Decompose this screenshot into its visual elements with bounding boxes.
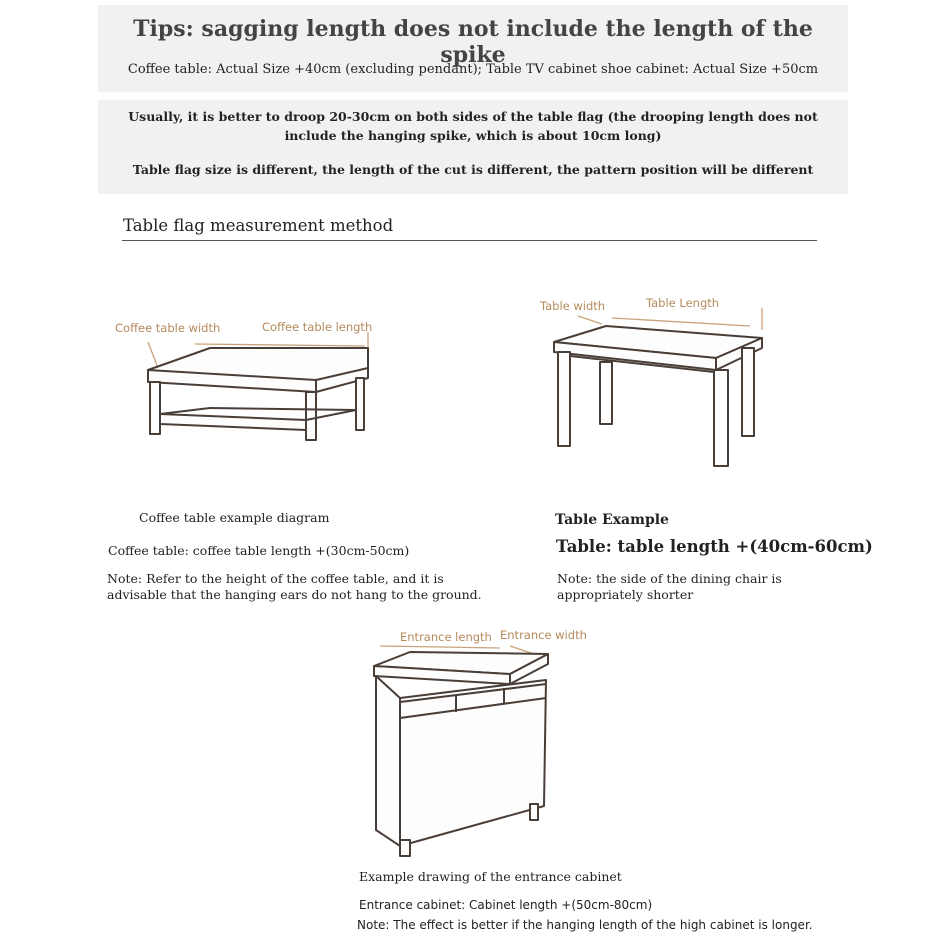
table-length-label: Table Length <box>646 296 720 310</box>
table-width-label: Table width <box>540 299 606 313</box>
entrance-length-label: Entrance length <box>400 630 492 644</box>
coffee-table-note: Note: Refer to the height of the coffee table, and it is advisable that the hanging ears do not hang to the ground. <box>107 571 482 602</box>
size-note: Table flag size is different, the length of the cut is different, the pattern position will be different <box>132 162 814 177</box>
cabinet-formula: Entrance cabinet: Cabinet length +(50cm-80cm) <box>359 898 653 912</box>
coffee-table-formula: Coffee table: coffee table length +(30cm-50cm) <box>108 543 410 558</box>
coffee-table-width-label: Coffee table width <box>115 321 221 335</box>
table-note: Note: the side of the dining chair is appropriately shorter <box>557 571 782 602</box>
tips-title: Tips: sagging length does not include the length of the spike <box>133 16 813 68</box>
table-illustration <box>540 300 780 475</box>
table-caption: Table Example <box>555 512 669 528</box>
section-divider <box>122 240 817 241</box>
section-title: Table flag measurement method <box>123 216 394 235</box>
tips-subtitle: Coffee table: Actual Size +40cm (excluding pendant); Table TV cabinet shoe cabinet: Actual Size +50cm <box>127 62 819 77</box>
table-formula: Table: table length +(40cm-60cm) <box>556 537 873 556</box>
coffee-table-length-label: Coffee table length <box>262 320 373 334</box>
droop-note: Usually, it is better to droop 20-30cm on both sides of the table flag (the drooping length does not include the hanging spike, which is about 10cm long) <box>128 109 818 143</box>
coffee-table-caption: Coffee table example diagram <box>139 510 330 525</box>
cabinet-note: Note: The effect is better if the hanging length of the high cabinet is longer. <box>357 918 813 932</box>
cabinet-caption: Example drawing of the entrance cabinet <box>359 869 622 884</box>
cabinet-illustration <box>360 640 570 865</box>
entrance-width-label: Entrance width <box>500 628 587 642</box>
